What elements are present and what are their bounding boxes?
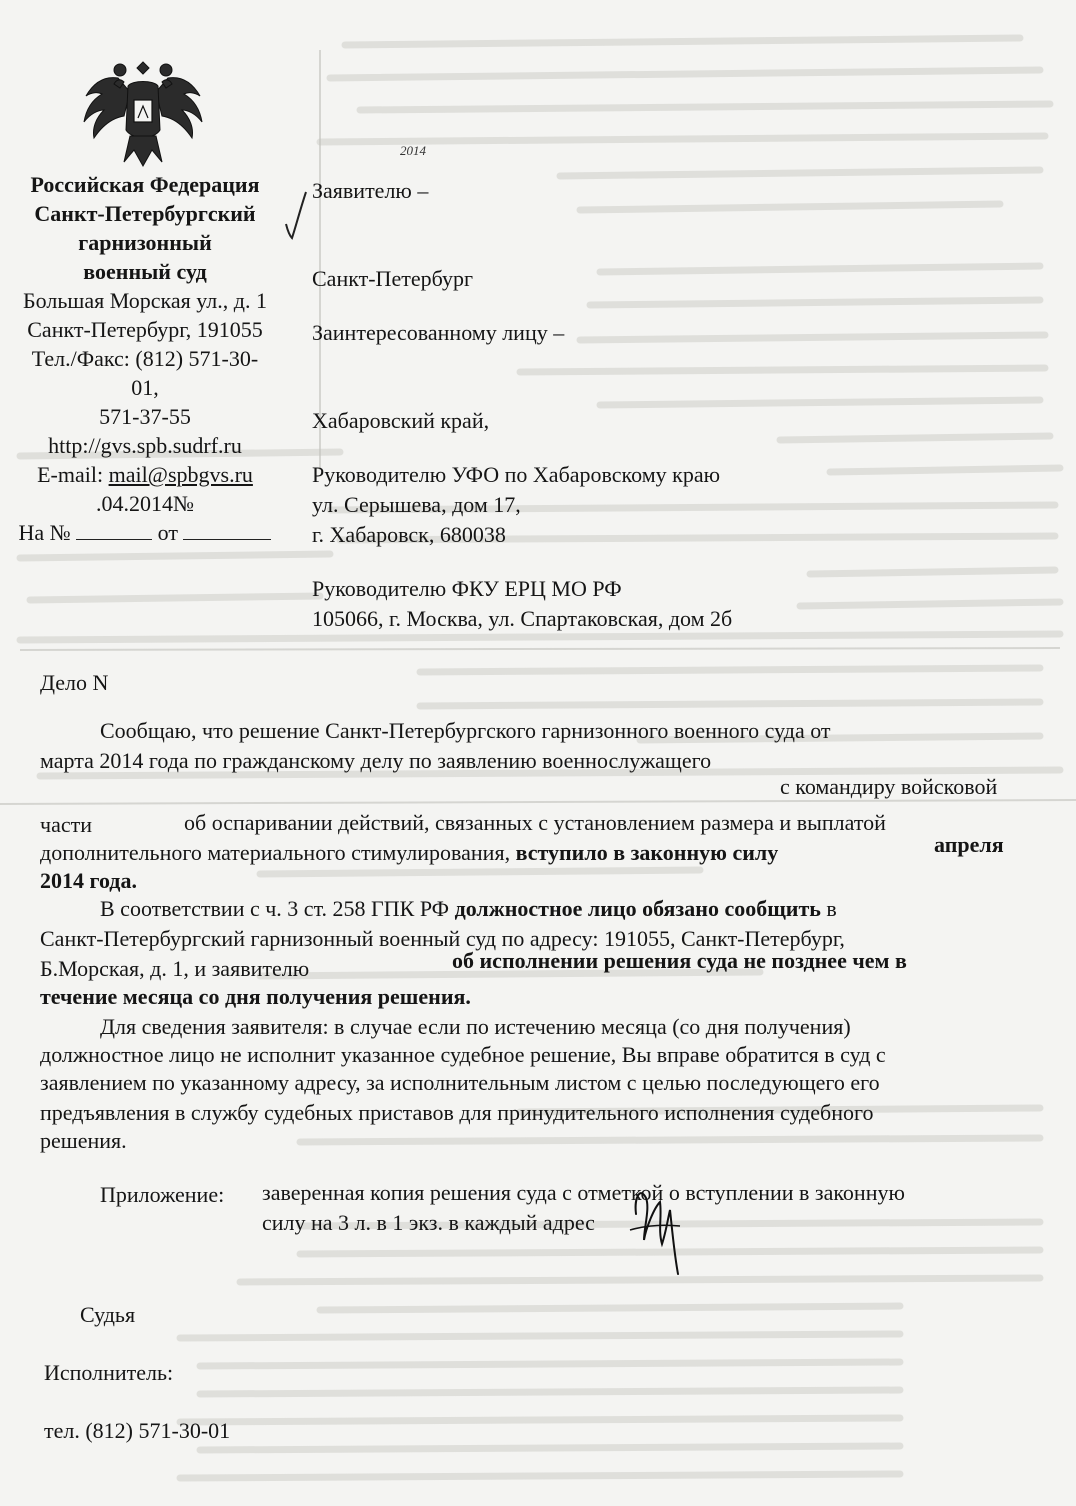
reference-line	[0, 518, 290, 547]
court-phone-line: 571-37-55	[99, 404, 191, 429]
pen-check-mark	[278, 186, 318, 246]
ref-date-blank	[183, 521, 271, 540]
body-line: решения.	[40, 1128, 127, 1153]
double-headed-eagle-emblem-icon	[80, 52, 206, 172]
addressee-ufo	[312, 460, 720, 550]
addressee-fku	[312, 574, 732, 634]
attachment-label: Приложение:	[100, 1182, 225, 1207]
ref-no-label: На №	[18, 520, 71, 545]
email-link[interactable]: mail@spbgvs.ru	[108, 462, 253, 487]
body-line: с командиру войсковой	[780, 774, 998, 799]
addressee-applicant-city: Санкт-Петербург	[312, 266, 473, 291]
addressee-applicant: Заявителю –	[312, 178, 429, 203]
court-address-line: Санкт-Петербург, 191055	[27, 317, 263, 342]
court-name-line: Санкт-Петербургский	[34, 201, 256, 226]
body-emphasis: вступило в законную силу	[515, 840, 779, 865]
court-phone-line: Тел./Факс: (812) 571-30-	[31, 346, 259, 371]
court-email-line	[0, 460, 290, 489]
court-address-line: Большая Морская ул., д. 1	[23, 288, 267, 313]
body-line: должностное лицо не исполнит указанное судебное решение, Вы вправе обратится в суд с	[40, 1042, 886, 1067]
body-emphasis: должностное лицо обязано сообщить	[454, 896, 821, 921]
ref-no-blank	[76, 521, 152, 540]
handwritten-signature-icon	[600, 1168, 700, 1280]
body-line: марта 2014 года по гражданскому делу по заявлению военнослужащего	[40, 748, 712, 773]
addressee-interested: Заинтересованному лицу –	[312, 320, 565, 345]
body-emphasis: 2014 года.	[40, 868, 137, 893]
addressee-ufo-line: Руководителю УФО по Хабаровскому краю	[312, 462, 721, 487]
body-emphasis: апреля	[934, 832, 1004, 857]
court-name-line: военный суд	[83, 259, 207, 284]
body-text: в	[826, 896, 837, 921]
attachment-text: заверенная копия решения суда с отметкой о вступлении в законную	[262, 1180, 905, 1205]
addressee-fku-line: Руководителю ФКУ ЕРЦ МО РФ	[312, 576, 622, 601]
body-line: предъявления в службу судебных приставов для принудительного исполнения судебного	[40, 1100, 874, 1125]
addressee-fku-line: 105066, г. Москва, ул. Спартаковская, дом 2б	[312, 606, 733, 631]
executor-phone: тел. (812) 571-30-01	[44, 1418, 231, 1443]
body-line: Санкт-Петербургский гарнизонный военный суд по адресу: 191055, Санкт-Петербург,	[40, 926, 845, 951]
body-emphasis: об исполнении решения суда не позднее чем в	[452, 948, 907, 973]
executor-label: Исполнитель:	[44, 1360, 174, 1385]
ref-from-label: от	[157, 520, 178, 545]
body-emphasis: течение месяца со дня получения решения.	[40, 984, 471, 1009]
body-text: дополнительного материального стимулирования,	[40, 840, 511, 865]
court-website: http://gvs.spb.sudrf.ru	[48, 433, 242, 458]
body-text: В соответствии с ч. 3 ст. 258 ГПК РФ	[100, 896, 450, 921]
body-line: Для сведения заявителя: в случае если по истечению месяца (со дня получения)	[100, 1014, 851, 1039]
addressee-ufo-line: ул. Серышева, дом 17,	[312, 492, 521, 517]
body-line: Б.Морская, д. 1, и заявителю	[40, 956, 310, 981]
stamp-mark-text: 2014	[400, 143, 426, 158]
addressee-interested-region: Хабаровский край,	[312, 408, 490, 433]
court-phone-line: 01,	[131, 375, 159, 400]
body-line: об оспаривании действий, связанных с установлением размера и выплатой	[184, 810, 886, 835]
body-line: заявлением по указанному адресу, за исполнительным листом с целью последующего его	[40, 1070, 880, 1095]
court-name-line: Российская Федерация	[30, 172, 260, 197]
body-line	[40, 838, 778, 868]
case-number-label: Дело N	[40, 670, 109, 695]
body-line	[100, 894, 837, 924]
court-name-line: гарнизонный	[78, 230, 212, 255]
body-line: части	[40, 812, 92, 837]
court-header	[0, 170, 290, 547]
email-label: E-mail:	[37, 462, 109, 487]
outgoing-date-number: .04.2014№	[96, 491, 194, 516]
addressee-ufo-line: г. Хабаровск, 680038	[312, 522, 506, 547]
body-line: Сообщаю, что решение Санкт-Петербургского гарнизонного военного суда от	[100, 718, 831, 743]
attachment-text: силу на 3 л. в 1 экз. в каждый адрес	[262, 1210, 595, 1235]
judge-label: Судья	[80, 1302, 136, 1327]
